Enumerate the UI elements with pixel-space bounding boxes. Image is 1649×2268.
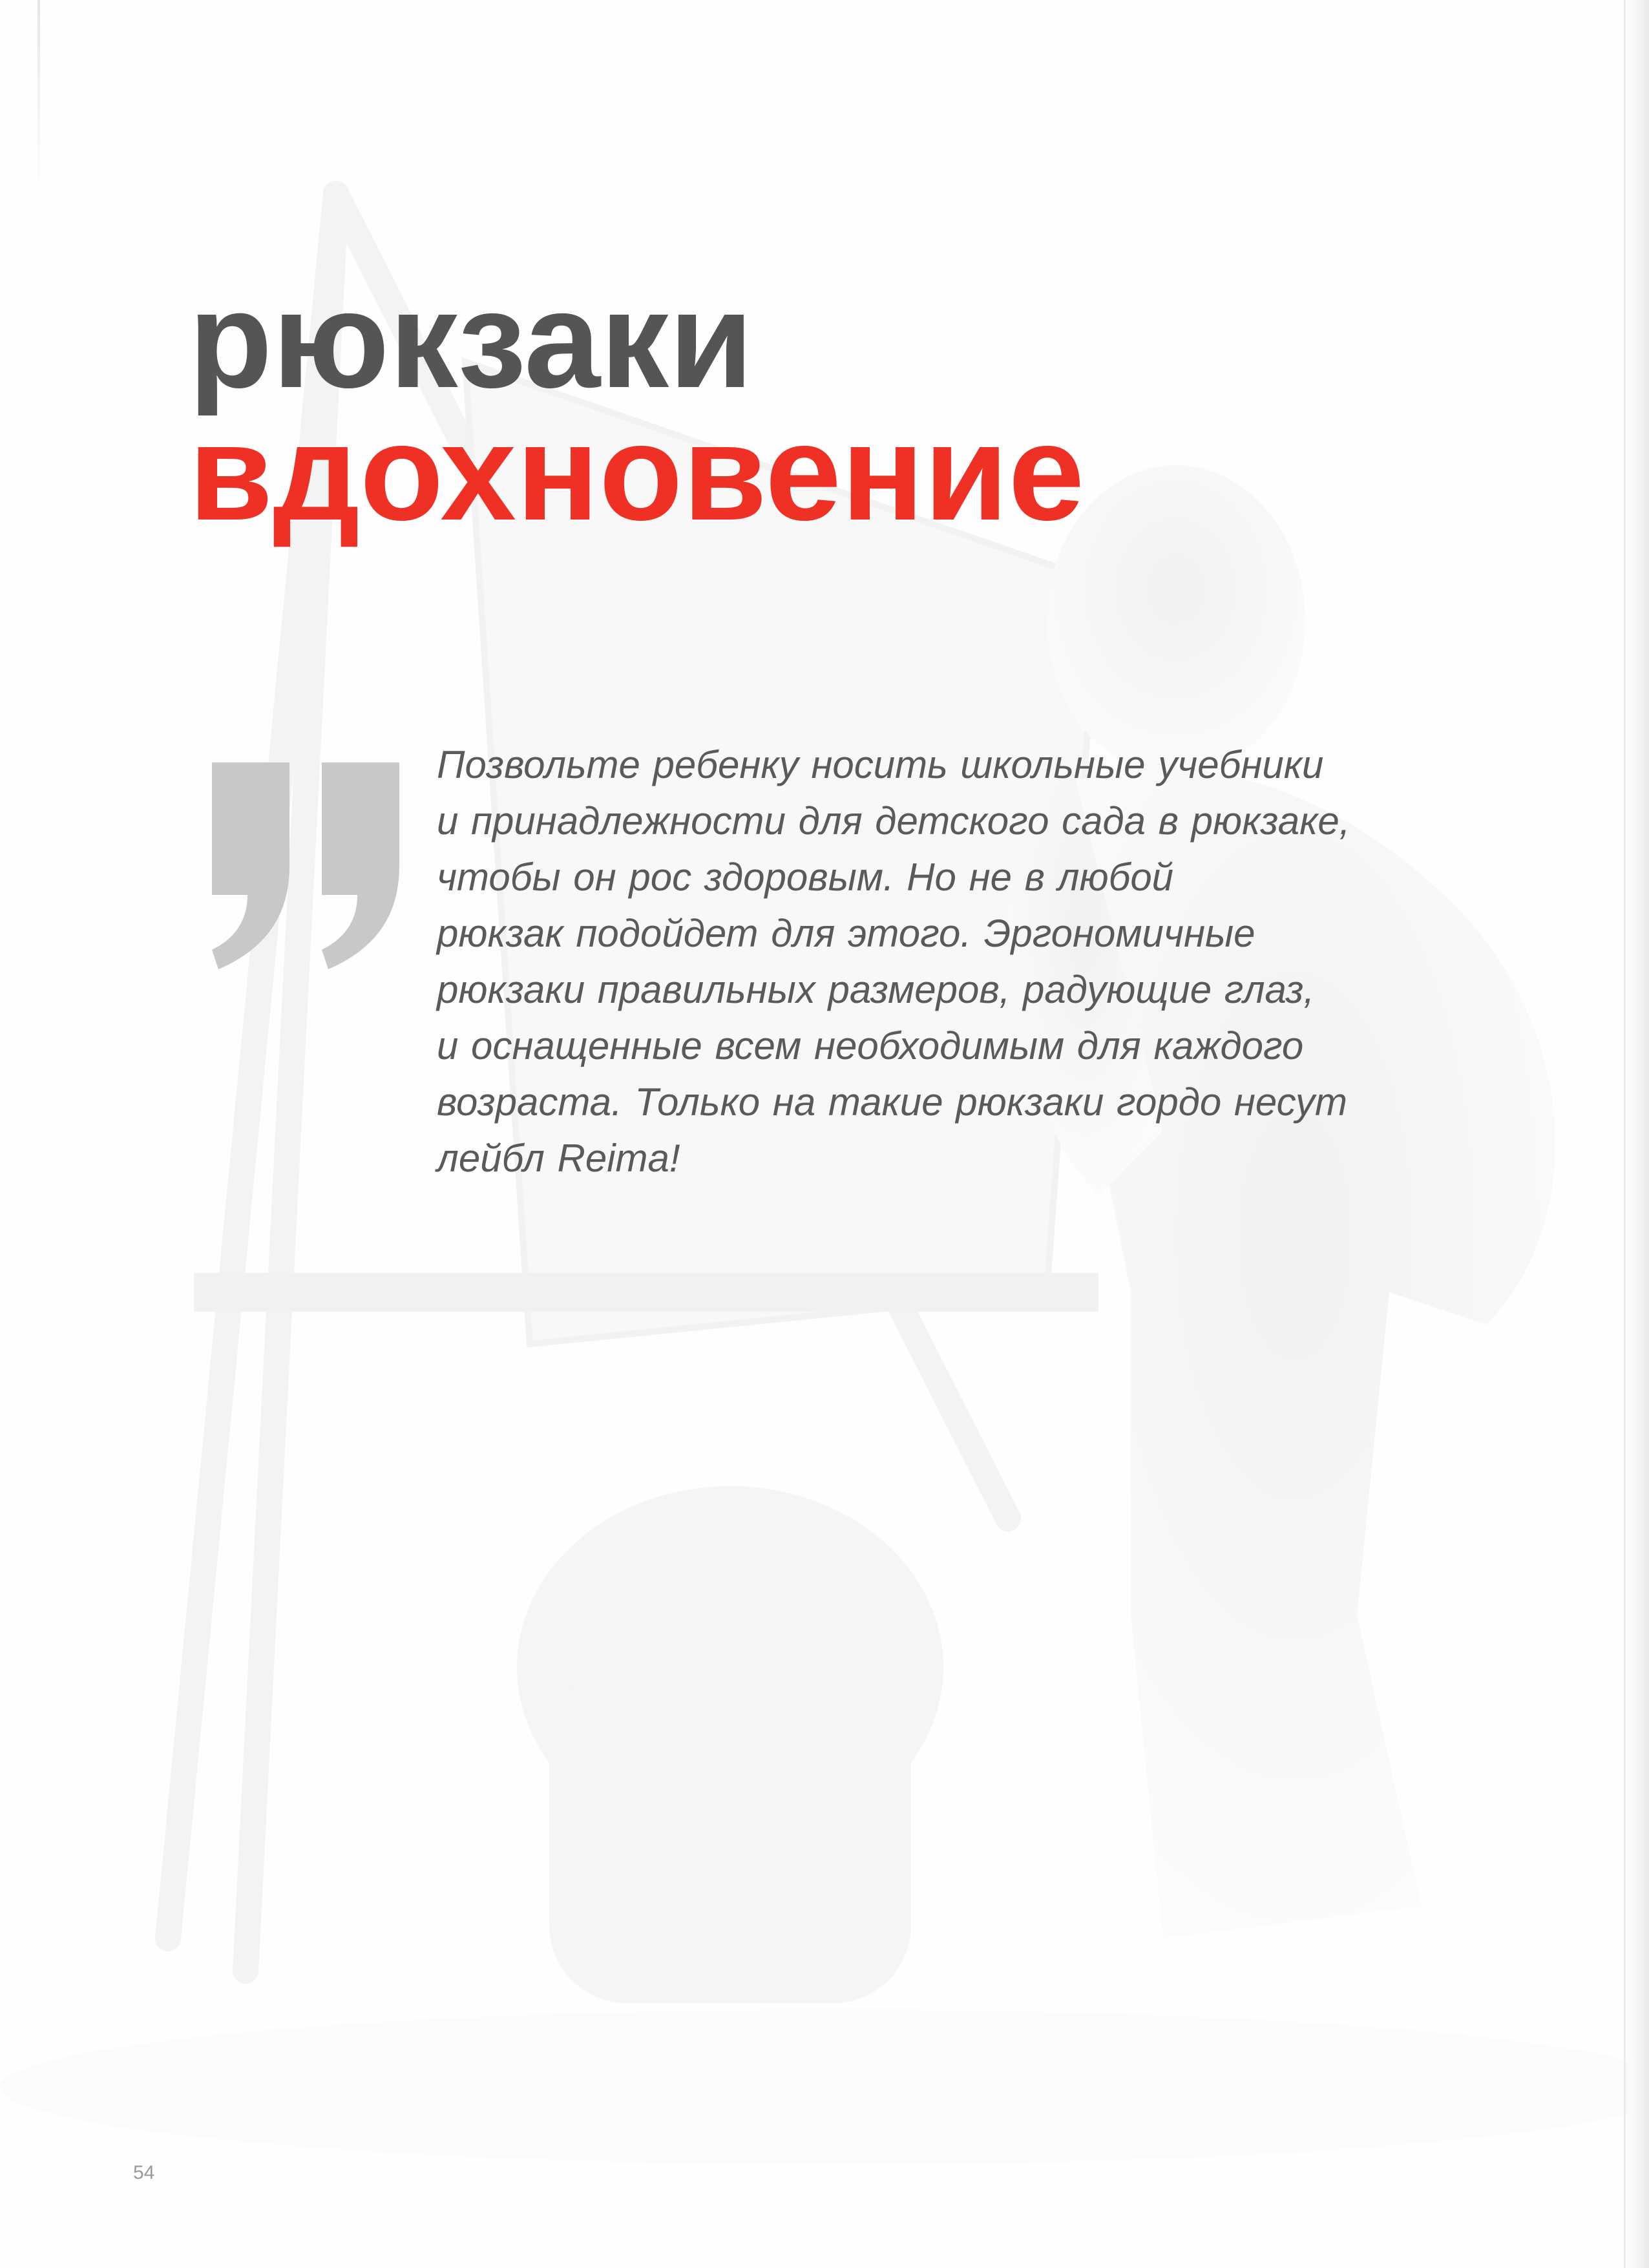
quote-line: и принадлежности для детского сада в рюкзаке,	[437, 799, 1350, 843]
quote-line: чтобы он рос здоровым. Но не в любой	[437, 856, 1174, 899]
binding-edge-left	[37, 0, 40, 194]
quote-paragraph	[437, 737, 1354, 1186]
floor-shadow	[0, 2010, 1649, 2165]
quote-line: Позвольте ребенку носить школьные учебники	[437, 743, 1324, 786]
quote-line: и оснащенные всем необходимым для каждого	[437, 1024, 1304, 1067]
quote-line: возраста. Только на такие рюкзаки гордо несут	[437, 1080, 1347, 1124]
page-edge-right	[1623, 0, 1649, 2268]
page-title-line-2: вдохновение	[189, 395, 1085, 549]
page-edge-right-line	[1624, 0, 1626, 2268]
backpack-silhouette	[517, 1486, 943, 2003]
easel-ledge	[194, 1273, 1098, 1312]
page-number: 54	[133, 2162, 155, 2183]
quote-line: лейбл Reima!	[437, 1137, 680, 1180]
quotation-marks-icon	[205, 756, 412, 969]
quote-line: рюкзак подойдет для этого. Эргономичные	[437, 912, 1255, 955]
quote-line: рюкзаки правильных размеров, радующие глаз,	[437, 968, 1315, 1011]
girl-silhouette	[1007, 465, 1555, 1938]
page-title-line-1: рюкзаки	[189, 263, 753, 416]
